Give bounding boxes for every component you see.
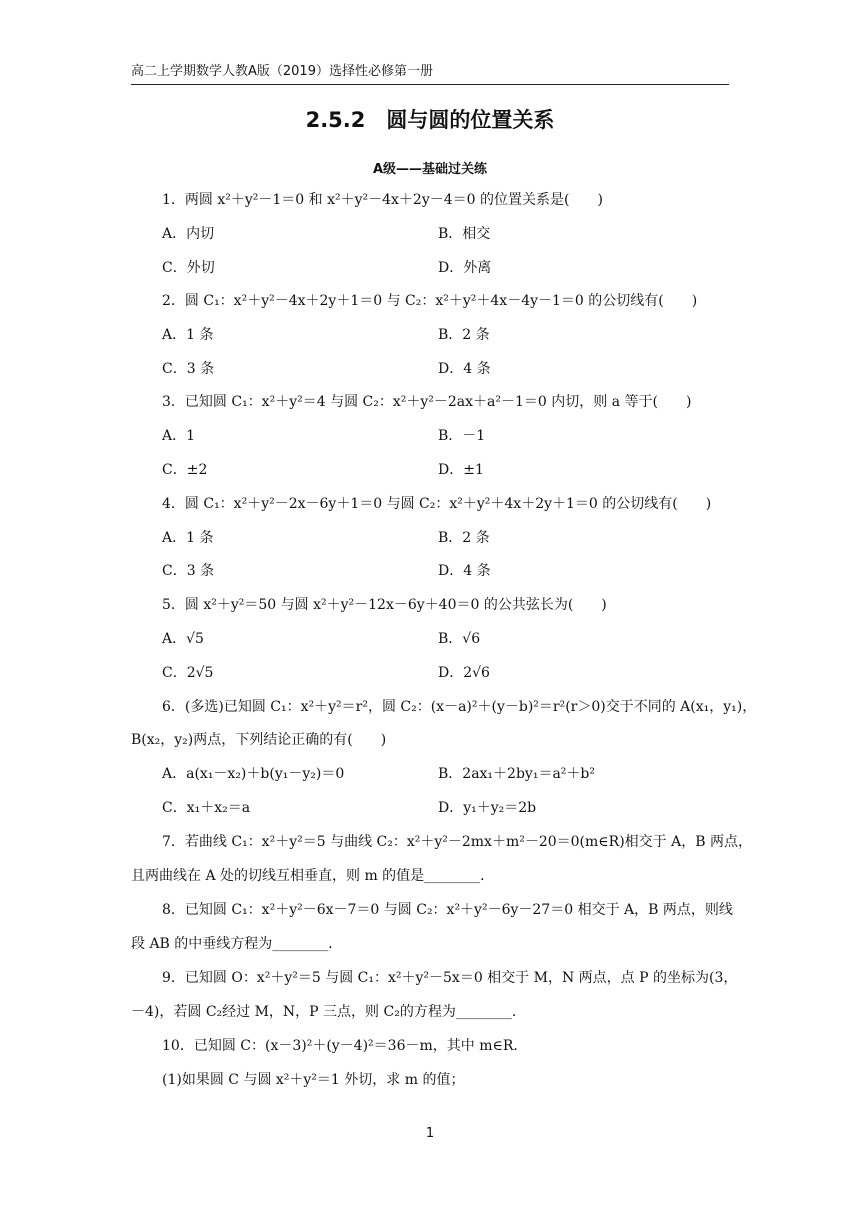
question-1: 1．两圆 x²＋y²－1＝0 和 x²＋y²－4x＋2y－4＝0 的位置关系是( ): [162, 192, 603, 208]
q5-option-b: B．√6: [438, 631, 481, 647]
page-number: 1: [425, 1126, 435, 1141]
q5-option-c: C．2√5: [162, 665, 214, 681]
q6-option-d: D．y₁＋y₂＝2b: [438, 800, 537, 816]
q3-option-c: C．±2: [162, 462, 208, 478]
question-10-part-1: (1)如果圆 C 与圆 x²＋y²＝1 外切，求 m 的值；: [162, 1072, 465, 1088]
q4-option-a: A．1 条: [162, 530, 214, 546]
question-7: 7．若曲线 C₁：x²＋y²＝5 与曲线 C₂：x²＋y²－2mx＋m²－20＝0(m∈R)相交于 A，B 两点，: [162, 834, 752, 850]
q1-option-a: A．内切: [162, 226, 215, 242]
page-header: 高二上学期数学人教A版（2019）选择性必修第一册: [131, 60, 729, 85]
question-9-cont: －4)，若圆 C₂经过 M，N，P 三点，则 C₂的方程为________．: [131, 1004, 526, 1020]
question-6-cont: B(x₂，y₂)两点，下列结论正确的有( ): [131, 732, 387, 748]
q2-option-b: B．2 条: [438, 327, 490, 343]
q5-option-d: D．2√6: [438, 665, 490, 681]
page-title: 2.5.2 圆与圆的位置关系: [305, 108, 555, 132]
section-heading: A级——基础过关练: [372, 162, 488, 177]
q3-option-a: A．1: [162, 428, 196, 444]
question-7-cont: 且两曲线在 A 处的切线互相垂直，则 m 的值是________．: [131, 868, 495, 884]
q2-option-c: C．3 条: [162, 361, 215, 377]
question-4: 4．圆 C₁：x²＋y²－2x－6y＋1＝0 与圆 C₂：x²＋y²＋4x＋2y＋1＝0 的公切线有( ): [162, 496, 712, 512]
q2-option-d: D．4 条: [438, 361, 491, 377]
q6-option-b: B．2ax₁＋2by₁＝a²＋b²: [438, 766, 595, 782]
question-8: 8．已知圆 C₁：x²＋y²－6x－7＝0 与圆 C₂：x²＋y²－6y－27＝0 相交于 A，B 两点，则线: [162, 902, 733, 918]
question-2: 2．圆 C₁：x²＋y²－4x＋2y＋1＝0 与 C₂：x²＋y²＋4x－4y－1＝0 的公切线有( ): [162, 293, 698, 309]
question-3: 3．已知圆 C₁：x²＋y²＝4 与圆 C₂：x²＋y²－2ax＋a²－1＝0 内切，则 a 等于( ): [162, 394, 692, 410]
q3-option-d: D．±1: [438, 462, 484, 478]
question-8-cont: 段 AB 的中垂线方程为________．: [131, 936, 343, 952]
q6-option-a: A．a(x₁－x₂)＋b(y₁－y₂)＝0: [162, 766, 345, 782]
q3-option-b: B．－1: [438, 428, 486, 444]
q1-option-d: D．外离: [438, 260, 492, 276]
q1-option-c: C．外切: [162, 260, 215, 276]
q6-option-c: C．x₁＋x₂＝a: [162, 800, 251, 816]
q2-option-a: A．1 条: [162, 327, 214, 343]
q5-option-a: A．√5: [162, 631, 204, 647]
question-10: 10．已知圆 C：(x－3)²＋(y－4)²＝36－m，其中 m∈R．: [162, 1038, 528, 1054]
question-5: 5．圆 x²＋y²＝50 与圆 x²＋y²－12x－6y＋40＝0 的公共弦长为( ): [162, 597, 607, 613]
question-6: 6．(多选)已知圆 C₁：x²＋y²＝r²，圆 C₂：(x－a)²＋(y－b)²＝r²(r＞0)交于不同的 A(x₁，y₁)，: [162, 699, 757, 715]
question-9: 9．已知圆 O：x²＋y²＝5 与圆 C₁：x²＋y²－5x＝0 相交于 M，N 两点，点 P 的坐标为(3，: [162, 970, 738, 986]
q4-option-d: D．4 条: [438, 563, 491, 579]
q4-option-c: C．3 条: [162, 563, 215, 579]
q1-option-b: B．相交: [438, 226, 491, 242]
q4-option-b: B．2 条: [438, 530, 490, 546]
